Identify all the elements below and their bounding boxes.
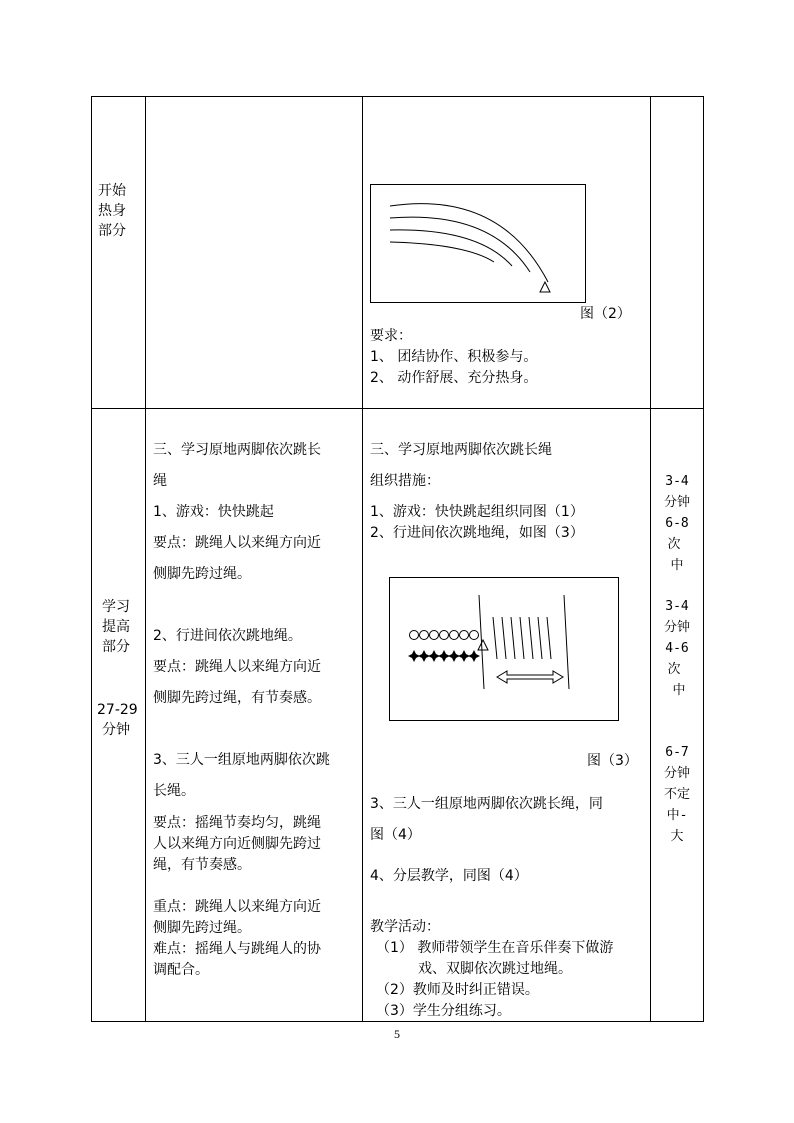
content-line: 要点：摇绳节奏均匀，跳绳 [153,815,321,831]
section-label-line: 学习 [102,599,130,615]
load-line: 中 [672,683,686,698]
content-line: 侧脚先跨过绳。 [153,566,251,582]
content-line: 侧脚先跨过绳，有节奏感。 [153,690,321,706]
arc-path [390,217,530,272]
org-line: 组织措施： [370,473,440,489]
load-line: 3-4 [665,474,689,489]
requirement-item: 2、 动作舒展、充分热身。 [370,370,538,386]
row-divider [91,408,704,409]
org-line: （1） 教师带领学生在音乐伴奏下做游 [376,940,614,956]
col-line [362,96,363,1022]
teacher-triangle-icon [540,282,550,292]
content-line: 3、三人一组原地两脚依次跳 [153,752,330,768]
table-border-bottom [91,1021,704,1022]
content-line: 重点：跳绳人以来绳方向近 [153,899,321,915]
page-number: 5 [394,1027,400,1041]
content-line: 人以来绳方向近侧脚先跨过 [153,836,321,852]
content-line: 长绳。 [153,783,195,799]
section-label-line: 部分 [102,639,130,655]
duration-value: 27-29 [97,702,138,718]
arc-path [390,230,512,266]
org-line: 戏、双脚依次跳过地绳。 [418,961,572,977]
content-line: 三、学习原地两脚依次跳长 [153,442,321,458]
duration-unit: 分钟 [102,722,130,738]
load-line: 中- [666,808,688,823]
load-line: 分钟 [663,495,690,510]
content-line: 绳，有节奏感。 [153,857,251,873]
load-line: 中 [670,558,684,573]
org-line: 2、行进间依次跳地绳，如图（3） [370,525,584,541]
section-label-line: 开始 [98,183,126,199]
figure-caption: 图（3） [587,753,638,769]
table-border-top [91,96,704,97]
org-line: 三、学习原地两脚依次跳长绳 [370,442,552,458]
student-circles [410,631,479,640]
content-line: 绳 [153,473,167,489]
org-line: 3、三人一组原地两脚依次跳长绳，同 [370,796,603,812]
content-line: 调配合。 [153,962,209,978]
load-line: 分钟 [663,766,690,781]
diagram-frame [371,185,586,303]
load-line: 次 [667,662,681,677]
content-line: 难点：摇绳人与跳绳人的协 [153,941,321,957]
load-line: 分钟 [663,620,690,635]
student-stars [408,650,480,662]
content-line: 侧脚先跨过绳。 [153,920,251,936]
teacher-triangle-icon [478,640,488,650]
load-line: 次 [667,537,681,552]
requirements-heading: 要求： [370,328,412,344]
org-line: 1、游戏：快快跳起组织同图（1） [370,504,584,520]
section-label-line: 提高 [102,619,130,635]
col-line [91,96,92,1022]
load-line: 不定 [663,787,690,802]
teaching-activity-heading: 教学活动： [370,919,440,935]
arc-path [390,242,494,262]
load-line: 3-4 [665,599,689,614]
diagram-frame [390,578,619,721]
content-line: 2、行进间依次跳地绳。 [153,628,302,644]
rope-formation-diagram [389,577,619,722]
section-label-line: 部分 [98,223,126,239]
double-arrow-icon [497,671,563,683]
org-line: （3）学生分组练习。 [376,1003,511,1019]
load-line: 大 [670,829,684,844]
org-line: 图（4） [370,827,421,843]
load-line: 6-8 [665,516,689,531]
content-line: 1、游戏：快快跳起 [153,504,274,520]
section-label-line: 热身 [98,203,126,219]
content-line: 要点：跳绳人以来绳方向近 [153,535,321,551]
org-line: 4、分层教学，同图（4） [370,868,528,884]
load-line: 6-7 [665,745,689,760]
warmup-diagram [370,184,586,304]
org-line: （2）教师及时纠正错误。 [376,982,539,998]
content-line: 要点：跳绳人以来绳方向近 [153,659,321,675]
requirement-item: 1、 团结协作、积极参与。 [370,349,538,365]
col-line [703,96,704,1022]
figure-caption: 图（2） [580,306,631,322]
load-line: 4-6 [665,641,689,656]
